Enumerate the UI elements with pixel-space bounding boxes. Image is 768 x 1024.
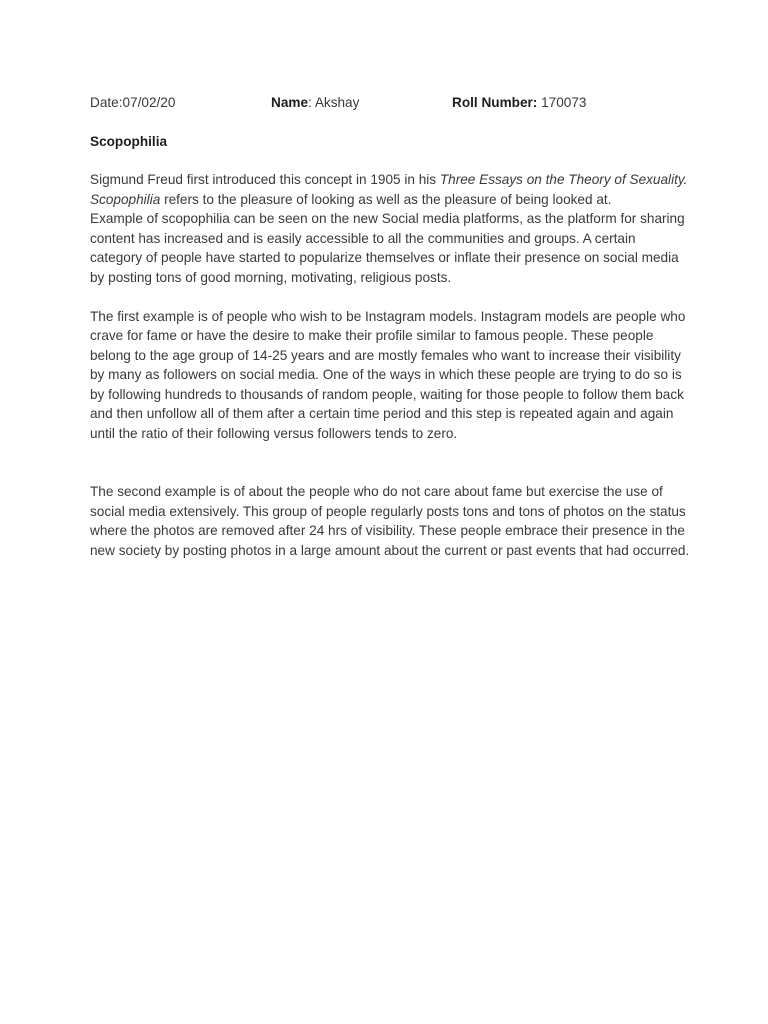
intro-text-end: refers to the pleasure of looking as well as the pleasure of being looked at. [160, 191, 612, 207]
date-field: Date:07/02/20 [90, 95, 176, 110]
name-value: : Akshay [308, 95, 360, 110]
document-title: Scopophilia [90, 133, 168, 149]
name-label: Name [271, 95, 309, 110]
roll-number-label: Roll Number: [452, 95, 538, 110]
paragraph-second-example: The second example is of about the people who do not care about fame but exercise the use of social media extensively. This group of people regularly posts tons and tons of photos on the status where the photos are removed after 24 hrs of visibility. These people embrace their presence in the new society by posting photos in a large amount about the current or past events that had occurred. [90, 484, 690, 558]
paragraph-example-scopophilia: Example of scopophilia can be seen on the new Social media platforms, as the platform for sharing content has increased and is easily accessible to all the communities and groups. A certain category of people have started to popularize themselves or inflate their presence on social media by posting tons of good morning, motivating, religious posts. [90, 211, 685, 285]
document-page [90, 93, 690, 560]
intro-paragraph [90, 170, 690, 209]
intro-italic-book-title: Three Essays on the Theory of Sexuality. Scopophilia [90, 172, 688, 207]
document-header [90, 93, 690, 113]
roll-number-value: 170073 [537, 95, 587, 110]
name-field [271, 93, 359, 113]
paragraph-first-example: The first example is of people who wish to be Instagram models. Instagram models are people who crave for fame or have the desire to make their profile similar to famous people. These people belong to the age group of 14-25 years and are mostly females who want to increase their visibility by many as followers on social media. One of the ways in which these people are trying to do so is by following hundreds to thousands of random people, waiting for those people to follow them back and then unfollow all of them after a certain time period and this step is repeated again and again until the ratio of their following versus followers tends to zero. [90, 308, 686, 441]
roll-number-field [452, 93, 586, 113]
intro-text-start: Sigmund Freud first introduced this concept in 1905 in his [90, 172, 440, 187]
